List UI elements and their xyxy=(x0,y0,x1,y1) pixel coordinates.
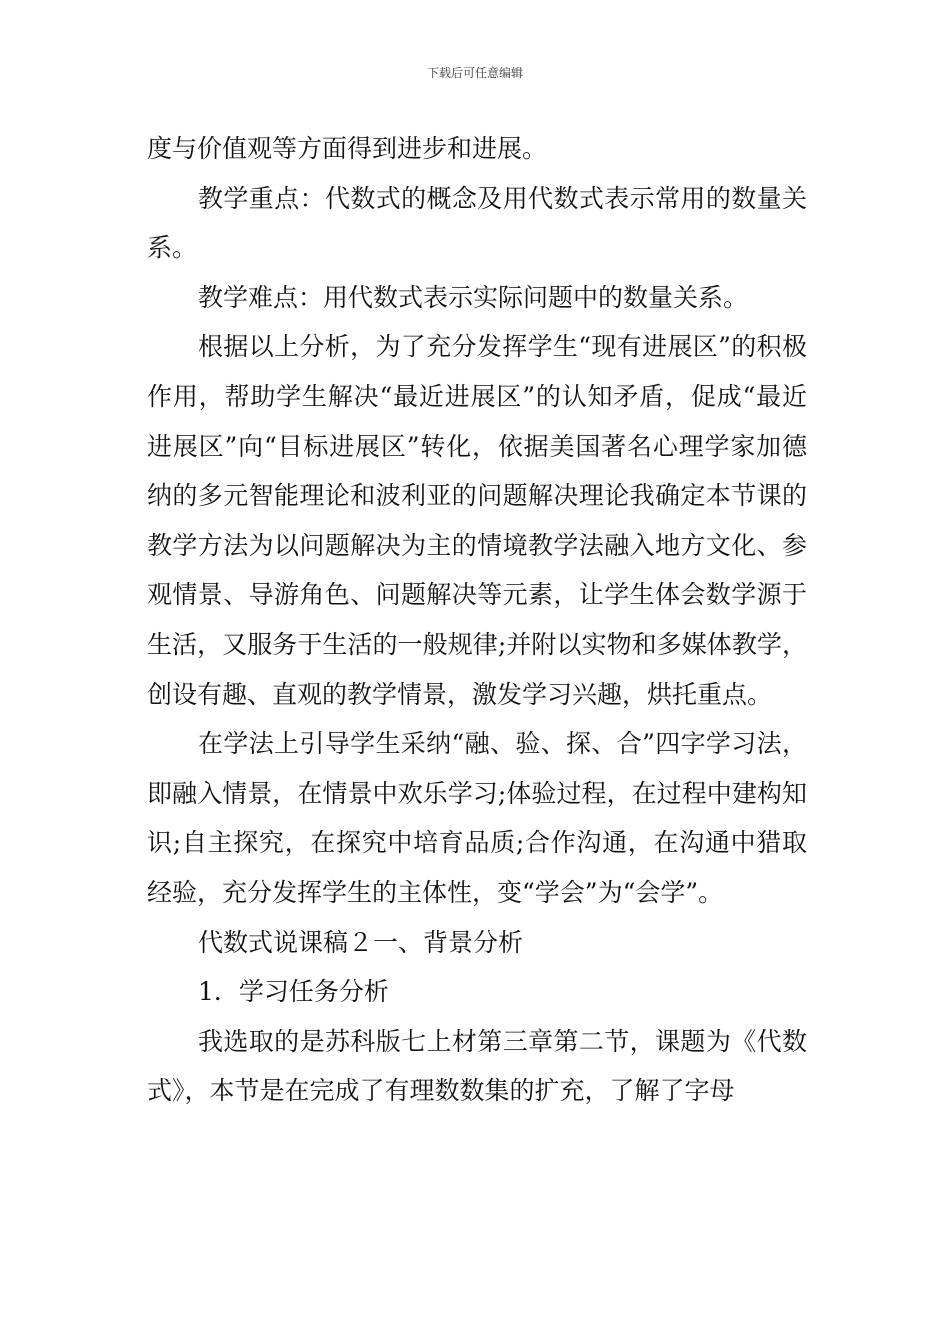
paragraph-teaching-difficulty: 教学难点：用代数式表示实际问题中的数量关系。 xyxy=(198,282,749,312)
paragraph-teaching-method: 根据以上分析，为了充分发挥学生“现有进展区”的积极作用，帮助学生解决“最近进展区”的认知矛盾，促成“最近进展区”向“目标进展区”转化，依据美国著名心理学家加德纳的多元智能理论和波利亚的问题解决理论我确定本节课的教学方法为以问题解决为主的情境教学法融入地方文化、参观情景、导游角色、问题解决等元素，让学生体会数学源于生活，又服务于生活的一般规律;并附以实物和多媒体教学，创设有趣、直观的教学情景，激发学习兴趣，烘托重点。 xyxy=(147,332,807,709)
paragraph-learning-method: 在学法上引导学生采纳“融、验、探、合”四字学习法，即融入情景，在情景中欢乐学习;体验过程，在过程中建构知识;自主探究，在探究中培育品质;合作沟通，在沟通中猎取经验，充分发挥学生的主体性，变“学会”为“会学”。 xyxy=(147,729,807,907)
paragraph-subheading: 1．学习任务分析 xyxy=(198,977,389,1007)
paragraph-section-heading: 代数式说课稿２一、背景分析 xyxy=(198,927,524,957)
paragraph-task-analysis: 我选取的是苏科版七上材第三章第二节，课题为《代数式》，本节是在完成了有理数数集的扩充，了解了字母 xyxy=(147,1026,807,1106)
page-header: 下载后可任意编辑 xyxy=(426,66,523,80)
paragraph-continuation: 度与价值观等方面得到进步和进展。 xyxy=(147,134,548,163)
document-body xyxy=(147,124,807,1116)
paragraph-teaching-focus: 教学重点：代数式的概念及用代数式表示常用的数量关系。 xyxy=(147,183,807,263)
